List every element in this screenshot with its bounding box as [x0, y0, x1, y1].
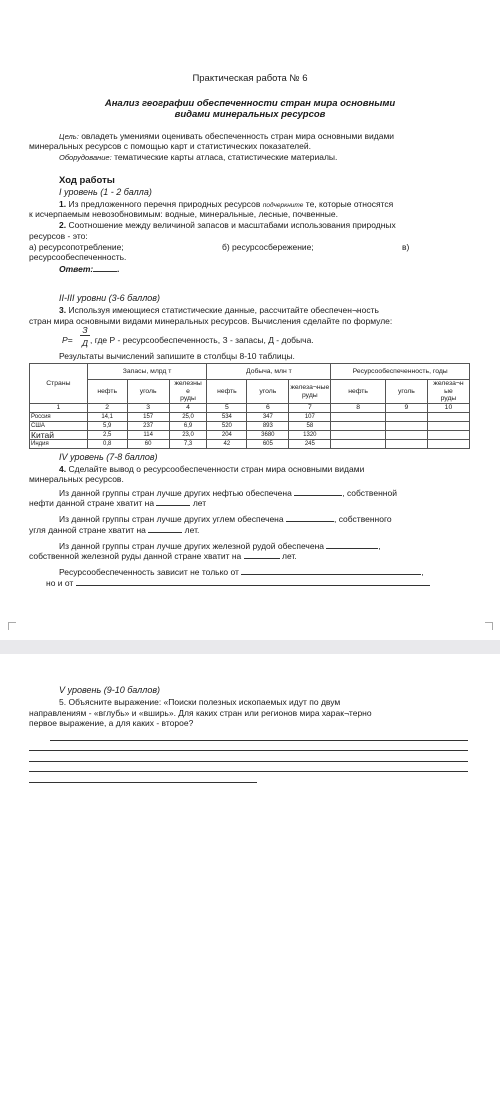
answer-line — [59, 263, 120, 275]
task4-number: 4. — [59, 464, 67, 474]
answer-cell[interactable] — [385, 440, 427, 449]
task1-line2: к исчерпаемым невозобновимым: водные, минеральные, лесные, почвенные. — [29, 209, 338, 219]
answer-cell[interactable] — [427, 422, 469, 431]
header-countries: Страны — [30, 364, 88, 404]
answer-cell[interactable] — [331, 440, 386, 449]
task2-option-a: а) ресурсопотребление; — [29, 242, 124, 252]
task2-option-b: б) ресурсосбережение; — [222, 242, 314, 252]
answer-cell[interactable] — [385, 413, 427, 422]
dependency-blank-1[interactable] — [241, 566, 421, 575]
answer-line[interactable] — [29, 750, 468, 751]
dependency-line1: Ресурсообеспеченность зависит не только от , — [59, 567, 424, 577]
answer-cell[interactable] — [385, 431, 427, 440]
header-supply-oil: нефть — [331, 380, 386, 404]
task3-line2: стран мира основными видами минеральных ресурсов. Вычисления сделайте по формуле: — [29, 316, 393, 326]
task1-text-b: те, которые относятся — [305, 199, 394, 209]
header-oil: нефть — [87, 380, 127, 404]
level5-title: V уровень (9-10 баллов) — [59, 685, 161, 695]
answer-tail: . — [117, 264, 120, 274]
table-row: США 5,9 237 6,9 520 893 58 — [30, 422, 470, 431]
formula-numerator: З — [80, 326, 90, 336]
oil-conclusion-line1: Из данной группы стран лучше других нефтью обеспечена , собственной — [59, 488, 397, 498]
page-title: Практическая работа № 6 — [192, 73, 308, 84]
answer-line[interactable] — [50, 740, 468, 741]
oil-country-blank[interactable] — [294, 487, 342, 496]
task2-option-c: в) — [402, 242, 410, 252]
level4-title: IV уровень (7-8 баллов) — [59, 452, 158, 462]
task4-text-1: Сделайте вывод о ресурсообеспеченности стран мира основными видами — [68, 464, 365, 474]
answer-line[interactable] — [29, 771, 468, 772]
answer-cell[interactable] — [385, 422, 427, 431]
header-supply-iron: железа¬н ые руды — [427, 380, 469, 404]
equipment-label: Оборудование: — [59, 153, 112, 162]
task3-number: 3. — [59, 305, 67, 315]
task2-line1 — [59, 220, 396, 231]
task1-underline-word: подчеркните — [262, 202, 304, 209]
answer-blank[interactable] — [93, 263, 120, 274]
task2-number: 2. — [59, 220, 67, 230]
task3-line1 — [59, 305, 470, 316]
answer-cell[interactable] — [331, 413, 386, 422]
header-prod-iron: железа¬ные руды — [289, 380, 331, 404]
formula-explanation: , где Р - ресурсообеспеченность, З - запасы, Д - добыча. — [90, 335, 314, 345]
iron-years-blank[interactable] — [244, 550, 280, 559]
task1-text-a: Из предложенного перечня природных ресурсов — [68, 199, 261, 209]
formula-left: Р= — [62, 335, 73, 345]
table-row: Китай 2,5 114 23,0 204 3680 1320 — [30, 431, 470, 440]
answer-cell[interactable] — [427, 431, 469, 440]
task4-line2: минеральных ресурсов. — [29, 474, 124, 484]
header-prod-coal: уголь — [247, 380, 289, 404]
country-cell: Россия — [30, 413, 88, 422]
coal-conclusion-line2: угля данной стране хватит на лет. — [29, 525, 200, 535]
task3-text-1: Используя имеющиеся статистические данные, рассчитайте обеспечен¬ность — [68, 305, 379, 315]
equipment-text: тематические карты атласа, статистические материалы. — [114, 152, 338, 162]
goal-label: Цель: — [59, 132, 79, 141]
country-cell: Индия — [30, 440, 88, 449]
header-production: Добыча, млн т — [207, 364, 331, 380]
page-corner-mark — [485, 622, 493, 630]
header-prod-oil: нефть — [207, 380, 247, 404]
formula-denominator: Д — [82, 338, 88, 348]
task5-line2: направлениям - «вглубь» и «вширь». Для каких стран или регионов мира харак¬терно — [29, 708, 372, 718]
iron-conclusion-line1: Из данной группы стран лучше других железной рудой обеспечена , — [59, 541, 381, 551]
answer-cell[interactable] — [331, 422, 386, 431]
coal-conclusion-line1: Из данной группы стран лучше других углем обеспечена , собственного — [59, 514, 392, 524]
country-cell: США — [30, 422, 88, 431]
task2-line2: ресурсов - это: — [29, 231, 88, 241]
task2-option-c-text: ресурсообеспеченность. — [29, 252, 127, 262]
oil-years-blank[interactable] — [156, 497, 190, 506]
results-note: Результаты вычислений запишите в столбцы 8-10 таблицы. — [59, 351, 295, 361]
answer-line[interactable] — [29, 761, 468, 762]
coal-country-blank[interactable] — [286, 513, 334, 522]
dependency-blank-2[interactable] — [76, 577, 430, 586]
answer-label: Ответ: — [59, 264, 94, 274]
page-gap — [0, 640, 500, 654]
dependency-line2: но и от — [46, 577, 430, 589]
page-subtitle-line1: Анализ географии обеспеченности стран мира основными — [104, 98, 396, 109]
header-coal: уголь — [127, 380, 169, 404]
goal-text-2: минеральных ресурсов с помощью карт и статистических показателей. — [29, 141, 311, 151]
task2-text-1: Соотношение между величиной запасов и масштабами использования природных — [68, 220, 396, 230]
answer-cell[interactable] — [427, 413, 469, 422]
oil-conclusion-line2: нефти данной стране хватит на лет — [29, 498, 207, 508]
table-row: Россия 14,1 157 25,0 534 347 107 — [30, 413, 470, 422]
level1-title: I уровень (1 - 2 балла) — [59, 187, 152, 197]
page-corner-mark — [8, 622, 16, 630]
resources-table — [29, 363, 470, 449]
column-numbers-row: 1 2 3 4 5 6 7 8 9 10 — [30, 404, 470, 413]
goal-text-1: овладеть умениями оценивать обеспеченность стран мира основными видами — [81, 131, 395, 141]
equipment-line — [59, 152, 337, 164]
header-reserves: Запасы, млрд т — [87, 364, 207, 380]
answer-cell[interactable] — [331, 431, 386, 440]
task4-line1 — [59, 464, 364, 475]
answer-line[interactable] — [29, 782, 257, 783]
header-supply: Ресурсообеспеченность, годы — [331, 364, 470, 380]
iron-country-blank[interactable] — [326, 540, 378, 549]
task1-number: 1. — [59, 199, 67, 209]
header-iron: железны е руды — [169, 380, 207, 404]
answer-cell[interactable] — [427, 440, 469, 449]
table-row: Индия 0,8 60 7,3 42 605 245 — [30, 440, 470, 449]
task5-line3: первое выражение, а для каких - второе? — [29, 718, 194, 728]
header-supply-coal: уголь — [385, 380, 427, 404]
task5-number: 5. — [59, 697, 67, 707]
level23-title: II-III уровни (3-6 баллов) — [59, 293, 160, 303]
iron-conclusion-line2: собственной железной руды данной стране хватит на лет. — [29, 551, 297, 561]
page-subtitle-line2: видами минеральных ресурсов — [174, 109, 326, 120]
coal-years-blank[interactable] — [148, 524, 182, 533]
progress-title: Ход работы — [59, 175, 115, 186]
country-cell: Китай — [30, 431, 88, 440]
task5-line1: 5. Объясните выражение: «Поиски полезных ископаемых идут по двум — [59, 697, 341, 707]
